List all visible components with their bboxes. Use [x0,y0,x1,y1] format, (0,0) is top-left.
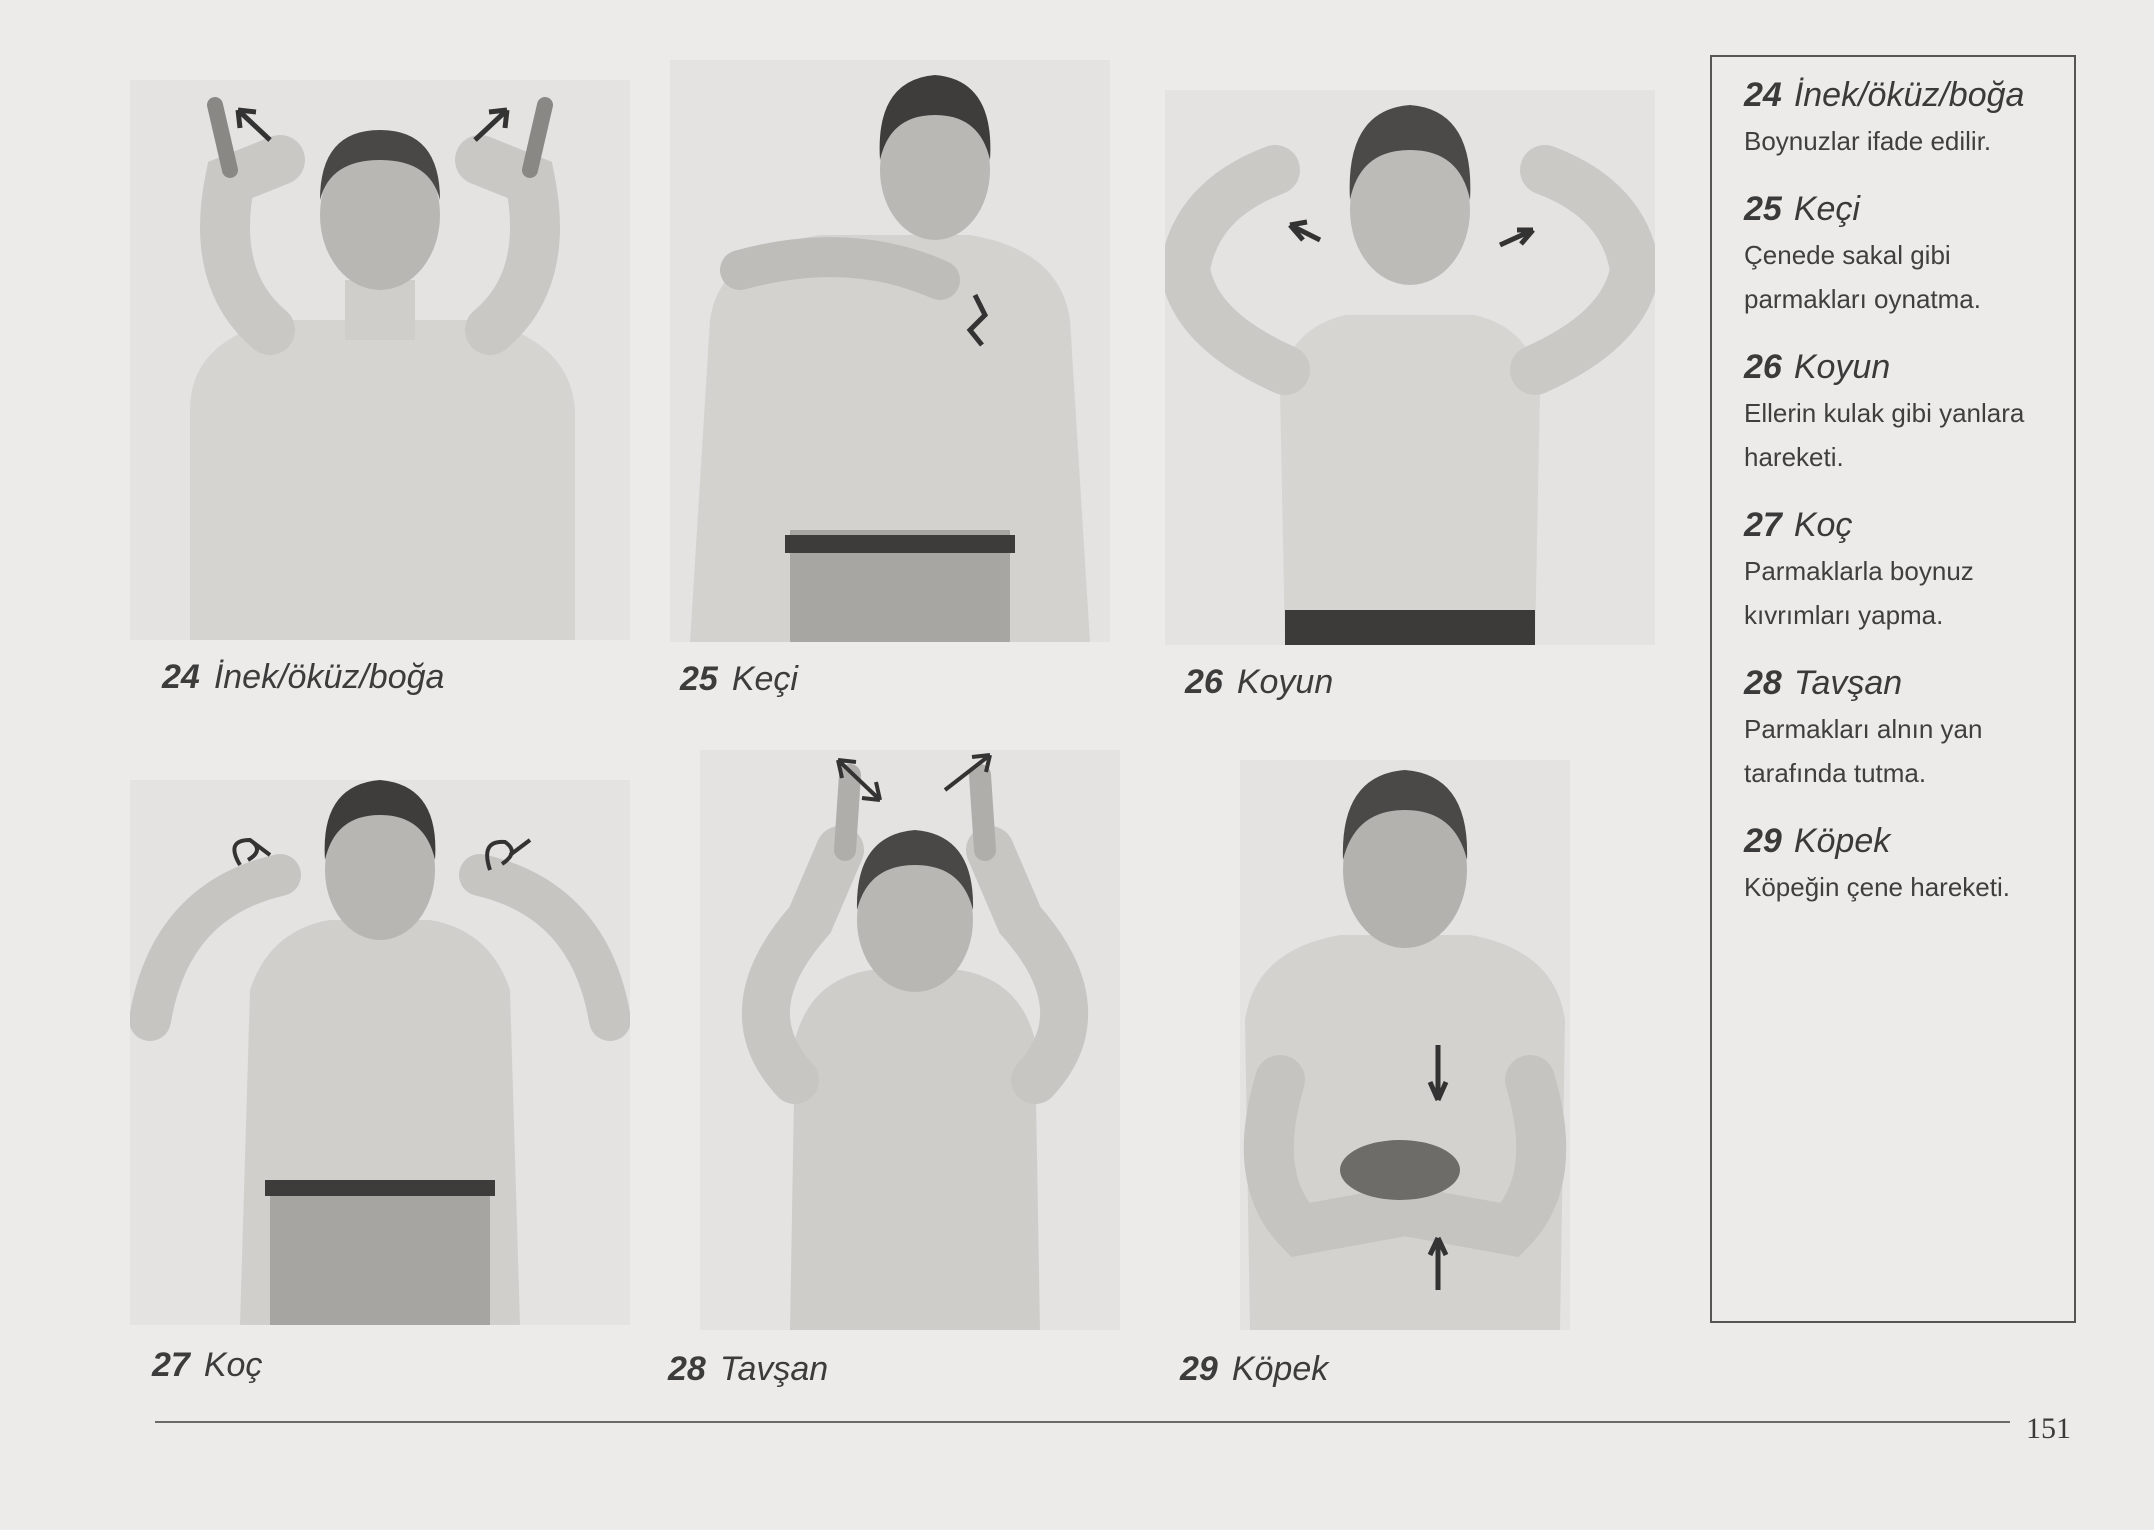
caption-label: Tavşan [719,1350,829,1388]
entry-description: Parmakları alnın yan tarafında tutma. [1744,714,1983,788]
entry-title [1744,347,2074,387]
entry-label: Köpek [1793,822,1891,860]
entry-description: Ellerin kulak gibi yanlara hareketi. [1744,398,2025,472]
person-figure-illustration [1165,90,1655,645]
entry-label: Tavşan [1793,664,1903,702]
entry-label: Koç [1793,506,1853,544]
photo-keci-sign [670,60,1110,642]
person-figure-illustration [700,750,1120,1330]
caption-28 [668,1350,828,1389]
entry-description: Parmaklarla boynuz kıvrımları yapma. [1744,556,1974,630]
photo-koyun-sign [1165,90,1655,645]
caption-25 [680,660,798,699]
description-entry-28 [1744,663,2074,795]
caption-label: İnek/öküz/boğa [213,658,445,696]
person-figure-illustration [1240,760,1570,1330]
description-entry-26 [1744,347,2074,479]
caption-label: Keçi [731,660,798,698]
person-figure-illustration [130,80,630,640]
caption-number: 25 [680,660,718,698]
entry-title [1744,505,2074,545]
entry-label: Keçi [1793,190,1860,228]
caption-number: 24 [162,658,200,696]
caption-number: 29 [1180,1350,1218,1388]
entry-title [1744,663,2074,703]
entry-title [1744,821,2074,861]
footer-rule [155,1421,2010,1423]
caption-label: Koç [203,1346,263,1384]
entry-title [1744,75,2074,115]
photo-kopek-sign [1240,760,1570,1330]
photo-tavsan-sign [700,750,1120,1330]
person-figure-illustration [670,60,1110,642]
person-figure-illustration [130,780,630,1325]
page-number: 151 [2026,1412,2071,1445]
sign-descriptions-box [1710,55,2076,1323]
caption-26 [1185,663,1333,702]
description-entry-24 [1744,75,2074,163]
description-entry-29 [1744,821,2074,909]
photo-inek-sign [130,80,630,640]
entry-description: Köpeğin çene hareketi. [1744,872,2010,902]
entry-title [1744,189,2074,229]
caption-number: 27 [152,1346,190,1384]
caption-29 [1180,1350,1328,1389]
entry-number: 28 [1744,664,1782,702]
caption-24 [162,658,444,697]
entry-number: 29 [1744,822,1782,860]
entry-description: Çenede sakal gibi parmakları oynatma. [1744,240,1981,314]
description-entry-27 [1744,505,2074,637]
caption-27 [152,1346,262,1385]
caption-label: Köpek [1231,1350,1329,1388]
photo-koc-sign [130,780,630,1325]
entry-description: Boynuzlar ifade edilir. [1744,126,1992,156]
caption-number: 28 [668,1350,706,1388]
entry-number: 26 [1744,348,1782,386]
entry-number: 25 [1744,190,1782,228]
caption-number: 26 [1185,663,1223,701]
caption-label: Koyun [1236,663,1334,701]
entry-number: 24 [1744,76,1782,114]
entry-number: 27 [1744,506,1782,544]
entry-label: Koyun [1793,348,1891,386]
description-entry-25 [1744,189,2074,321]
entry-label: İnek/öküz/boğa [1793,76,2025,114]
